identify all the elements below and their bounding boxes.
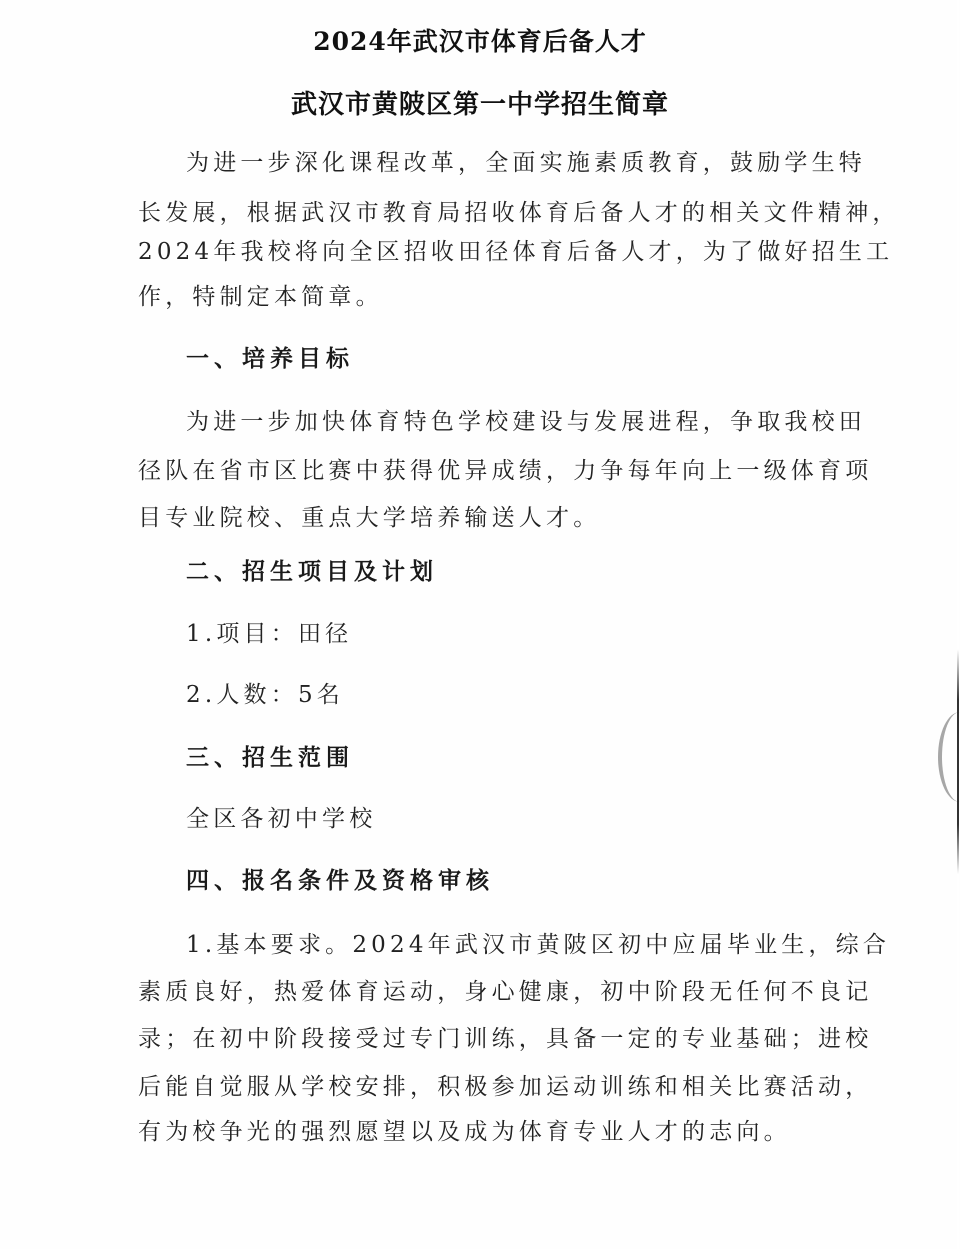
section-line: 素质良好，热爱体育运动，身心健康，初中阶段无任何不良记 xyxy=(138,979,873,1005)
intro-line: 作，特制定本简章。 xyxy=(138,284,383,310)
section-line: 录；在初中阶段接受过专门训练，具备一定的专业基础；进校 xyxy=(138,1026,873,1052)
plan-item-sport: 1.项目：田径 xyxy=(186,621,353,647)
section-line: 为进一步加快体育特色学校建设与发展进程，争取我校田 xyxy=(186,409,866,435)
document-title-year: 2024年武汉市体育后备人才 xyxy=(313,27,647,56)
section-line: 后能自觉服从学校安排，积极参加运动训练和相关比赛活动， xyxy=(138,1074,873,1100)
section-heading-enrollment-plan: 二、招生项目及计划 xyxy=(186,558,438,585)
section-heading-training-goal: 一、培养目标 xyxy=(186,345,354,372)
section-line: 1.基本要求。2024年武汉市黄陂区初中应届毕业生，综合 xyxy=(186,932,891,958)
section-line: 径队在省市区比赛中获得优异成绩，力争每年向上一级体育项 xyxy=(138,458,873,484)
section-heading-eligibility: 四、报名条件及资格审核 xyxy=(186,867,494,894)
page-edge-line xyxy=(957,0,959,1249)
scope-text: 全区各初中学校 xyxy=(186,806,377,832)
document-title-school: 武汉市黄陂区第一中学招生简章 xyxy=(290,90,669,120)
plan-item-quota: 2.人数：5名 xyxy=(186,682,344,708)
section-line: 目专业院校、重点大学培养输送人才。 xyxy=(138,505,601,531)
intro-line: 为进一步深化课程改革，全面实施素质教育，鼓励学生特 xyxy=(186,150,866,176)
intro-line: 2024年我校将向全区招收田径体育后备人才，为了做好招生工 xyxy=(138,239,894,265)
intro-line: 长发展，根据武汉市教育局招收体育后备人才的相关文件精神， xyxy=(138,200,900,226)
section-line: 有为校争光的强烈愿望以及成为体育专业人才的志向。 xyxy=(138,1119,791,1145)
section-heading-enrollment-scope: 三、招生范围 xyxy=(186,744,354,771)
